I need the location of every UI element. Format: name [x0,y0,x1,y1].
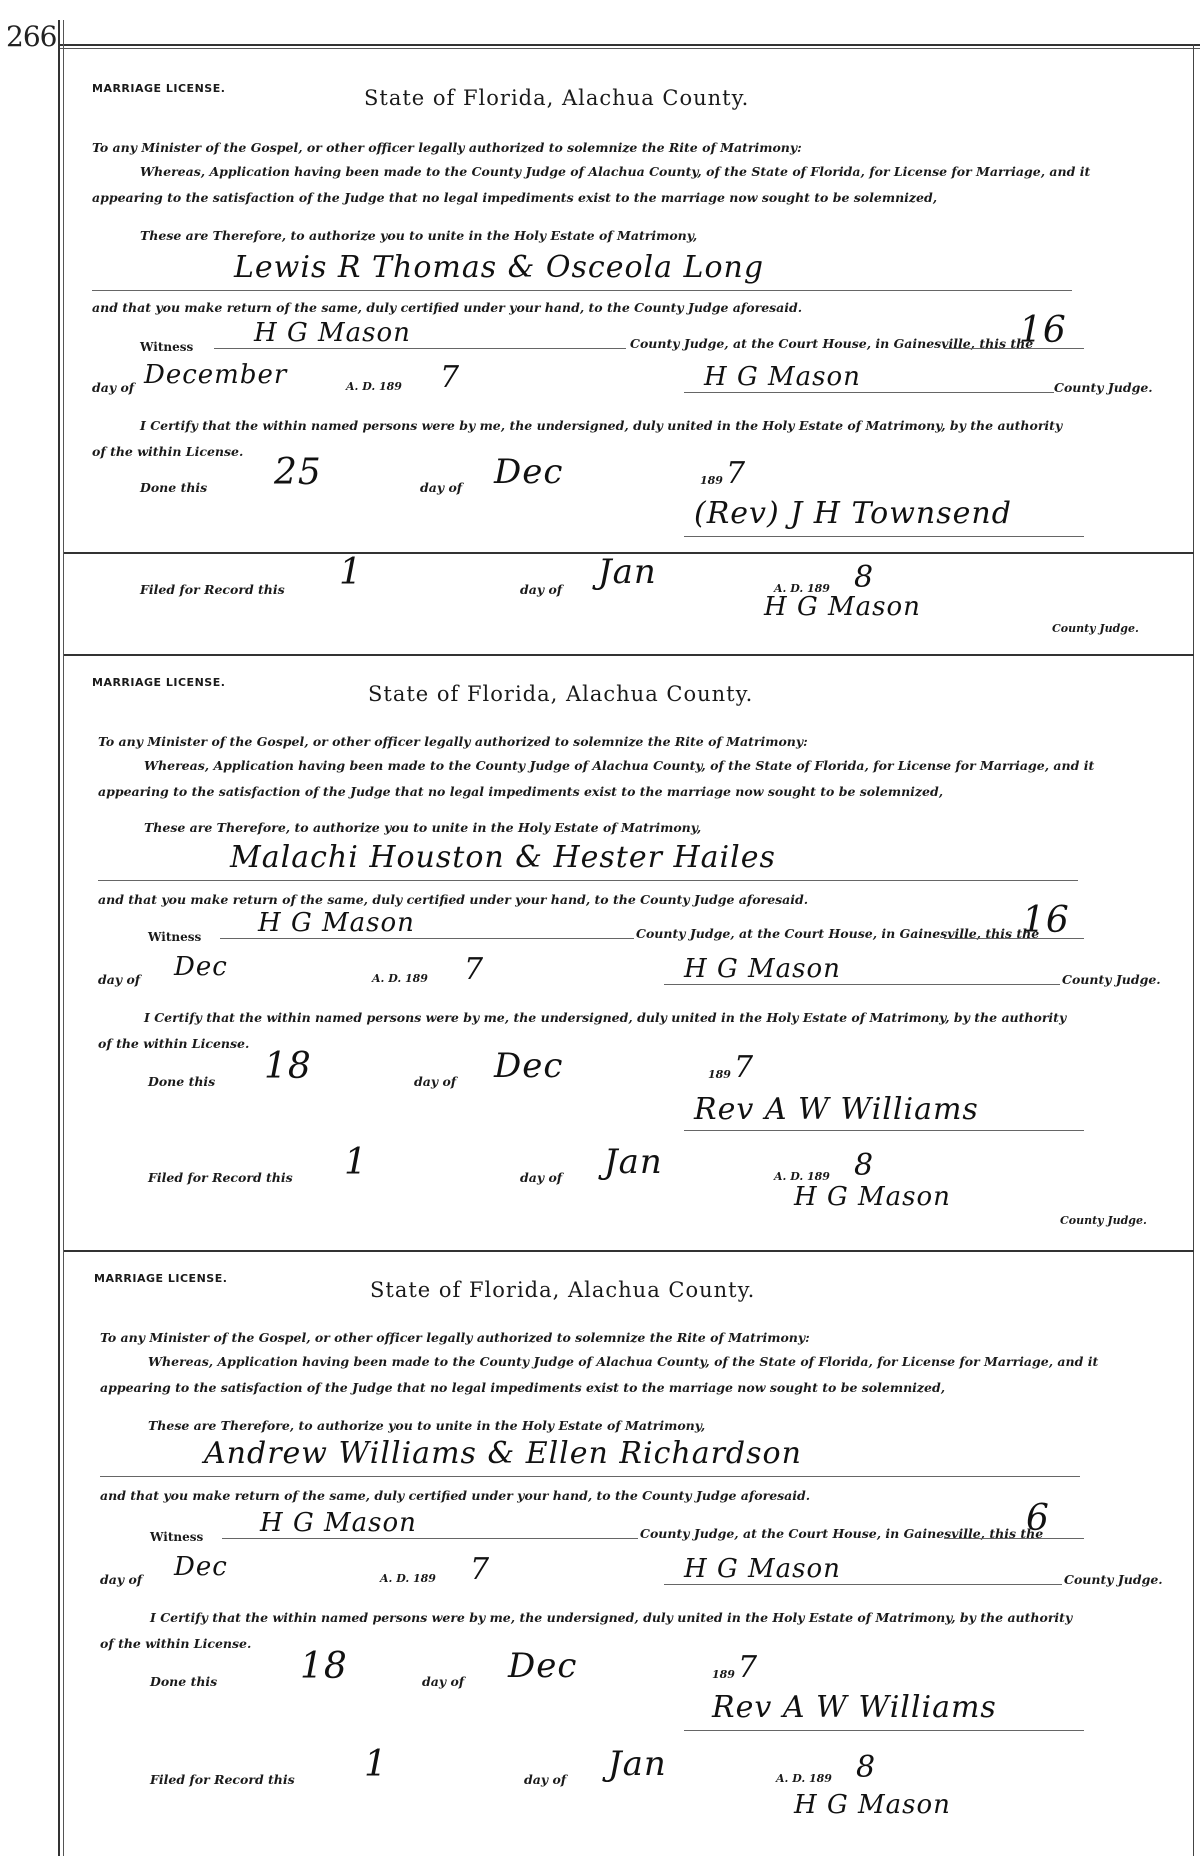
done-year: 189 [708,1068,731,1081]
witness-label: Witness [150,1530,204,1544]
judge-rule [664,984,1060,985]
filed-month: Jan [598,552,657,592]
ad-label: A. D. 189 [346,380,402,393]
done-month: Dec [508,1646,578,1686]
judge-signature: H G Mason [684,954,841,984]
top-rule [58,44,1200,46]
filed-county-judge: County Judge. [1052,622,1139,635]
issue-month: Dec [174,1552,228,1582]
done-day: 25 [274,452,322,493]
officiant-signature: Rev A W Williams [694,1092,979,1127]
marriage-license-1 [64,70,1194,660]
done-day: 18 [300,1646,348,1687]
filed-month: Jan [608,1744,667,1784]
certify-line-2: of the within License. [92,444,244,459]
day-of-label: day of [98,972,141,987]
ad-label: A. D. 189 [372,972,428,985]
issue-day-rule [944,938,1084,939]
certify-line-2: of the within License. [98,1036,250,1051]
names-rule [98,880,1078,881]
witness-text: County Judge, at the Court House, in Gainesville, this the [630,336,1034,351]
names-rule [92,290,1072,291]
witness-text: County Judge, at the Court House, in Gainesville, this the [636,926,1040,941]
done-label: Done this [150,1674,218,1689]
witness-signature: H G Mason [254,318,411,348]
couple-names: Andrew Williams & Ellen Richardson [204,1436,802,1471]
filed-year-digit: 8 [856,1750,877,1785]
done-year-digit: 7 [726,456,747,491]
ad-label: A. D. 189 [380,1572,436,1585]
line-return: and that you make return of the same, duly certified under your hand, to the County Judge aforesaid. [98,892,809,907]
filed-county-judge: County Judge. [1060,1214,1147,1227]
day-of-label: day of [92,380,135,395]
line-whereas: Whereas, Application having been made to the County Judge of Alachua County, of the State of Florida, for License for Marriage, and it [144,758,1095,773]
done-year: 189 [712,1668,735,1681]
line-address: To any Minister of the Gospel, or other officer legally authorized to solemnize the Rite of Matrimony: [100,1330,810,1345]
line-appearing: appearing to the satisfaction of the Judge that no legal impediments exist to the marriage now sought to be solemnized, [98,784,944,799]
certify-line-2: of the within License. [100,1636,252,1651]
filed-label: Filed for Record this [150,1772,295,1787]
filed-year-digit: 8 [854,1148,875,1183]
line-return: and that you make return of the same, duly certified under your hand, to the County Judge aforesaid. [92,300,803,315]
done-label: Done this [148,1074,216,1089]
filed-ad: A. D. 189 [774,582,830,595]
license-heading: State of Florida, Alachua County. [368,682,754,706]
license-tag: MARRIAGE LICENSE. [94,1272,228,1285]
judge-rule [664,1584,1062,1585]
done-label: Done this [140,480,208,495]
done-year-digit: 7 [734,1050,755,1085]
line-these-are-therefore: These are Therefore, to authorize you to unite in the Holy Estate of Matrimony, [140,228,698,243]
issue-day: 6 [1026,1498,1050,1539]
names-rule [100,1476,1080,1477]
filed-signature: H G Mason [794,1790,951,1820]
filed-day-of: day of [524,1772,567,1787]
issue-day-rule [944,348,1084,349]
line-whereas: Whereas, Application having been made to the County Judge of Alachua County, of the State of Florida, for License for Marriage, and it [140,164,1091,179]
filed-year-digit: 8 [854,560,875,595]
witness-signature: H G Mason [258,908,415,938]
couple-names: Lewis R Thomas & Osceola Long [234,250,765,285]
line-return: and that you make return of the same, duly certified under your hand, to the County Judge aforesaid. [100,1488,811,1503]
witness-rule [222,1538,638,1539]
license-tag: MARRIAGE LICENSE. [92,82,226,95]
done-month: Dec [494,1046,564,1086]
issue-day: 16 [1019,310,1067,351]
officiant-rule [684,1130,1084,1131]
filed-ad: A. D. 189 [774,1170,830,1183]
issue-day: 16 [1022,900,1070,941]
line-these-are-therefore: These are Therefore, to authorize you to unite in the Holy Estate of Matrimony, [148,1418,706,1433]
witness-label: Witness [148,930,202,944]
line-appearing: appearing to the satisfaction of the Judge that no legal impediments exist to the marriage now sought to be solemnized, [92,190,938,205]
issue-month: Dec [174,952,228,982]
filed-signature: H G Mason [764,592,921,622]
license-heading: State of Florida, Alachua County. [370,1278,756,1302]
issue-year-digit: 7 [440,360,461,395]
filed-month: Jan [604,1142,663,1182]
witness-label: Witness [140,340,194,354]
witness-signature: H G Mason [260,1508,417,1538]
done-day-of: day of [422,1674,465,1689]
done-day-of: day of [414,1074,457,1089]
certify-line: I Certify that the within named persons were by me, the undersigned, duly united in the Holy Estate of Matrimony, by the authority [150,1610,1073,1625]
issue-day-rule [944,1538,1084,1539]
issue-year-digit: 7 [470,1552,491,1587]
witness-rule [214,348,626,349]
left-margin-rule [58,20,60,1856]
issue-month: December [144,360,288,390]
done-day-of: day of [420,480,463,495]
filed-label: Filed for Record this [148,1170,293,1185]
marriage-license-3 [64,1262,1194,1852]
filed-day-of: day of [520,582,563,597]
license-heading: State of Florida, Alachua County. [364,86,750,110]
filed-day: 1 [364,1744,388,1785]
judge-signature: H G Mason [704,362,861,392]
done-day: 18 [264,1046,312,1087]
officiant-rule [684,536,1084,537]
witness-rule [220,938,634,939]
filed-signature: H G Mason [794,1182,951,1212]
county-judge-label: County Judge. [1062,972,1161,987]
day-of-label: day of [100,1572,143,1587]
done-month: Dec [494,452,564,492]
license-tag: MARRIAGE LICENSE. [92,676,226,689]
officiant-signature: (Rev) J H Townsend [694,496,1012,531]
filed-label: Filed for Record this [140,582,285,597]
officiant-signature: Rev A W Williams [712,1690,997,1725]
witness-text: County Judge, at the Court House, in Gainesville, this the [640,1526,1044,1541]
license-separator [64,1250,1194,1252]
filed-ad: A. D. 189 [776,1772,832,1785]
line-address: To any Minister of the Gospel, or other officer legally authorized to solemnize the Rite of Matrimony: [98,734,808,749]
license-separator [64,654,1194,656]
county-judge-label: County Judge. [1064,1572,1163,1587]
line-address: To any Minister of the Gospel, or other officer legally authorized to solemnize the Rite of Matrimony: [92,140,802,155]
line-whereas: Whereas, Application having been made to the County Judge of Alachua County, of the State of Florida, for License for Marriage, and it [148,1354,1099,1369]
couple-names: Malachi Houston & Hester Hailes [230,840,776,875]
line-appearing: appearing to the satisfaction of the Judge that no legal impediments exist to the marriage now sought to be solemnized, [100,1380,946,1395]
judge-signature: H G Mason [684,1554,841,1584]
filed-day-of: day of [520,1170,563,1185]
county-judge-label: County Judge. [1054,380,1153,395]
top-rule-inner [58,48,1200,49]
done-year: 189 [700,474,723,487]
officiant-rule [684,1730,1084,1731]
filed-day: 1 [344,1142,368,1183]
judge-rule [684,392,1054,393]
certify-line: I Certify that the within named persons were by me, the undersigned, duly united in the Holy Estate of Matrimony, by the authority [140,418,1063,433]
page-number: 266 [6,20,57,53]
line-these-are-therefore: These are Therefore, to authorize you to unite in the Holy Estate of Matrimony, [144,820,702,835]
marriage-license-2 [64,666,1194,1256]
filed-day: 1 [339,552,363,593]
certify-line: I Certify that the within named persons were by me, the undersigned, duly united in the Holy Estate of Matrimony, by the authority [144,1010,1067,1025]
done-year-digit: 7 [738,1650,759,1685]
issue-year-digit: 7 [464,952,485,987]
